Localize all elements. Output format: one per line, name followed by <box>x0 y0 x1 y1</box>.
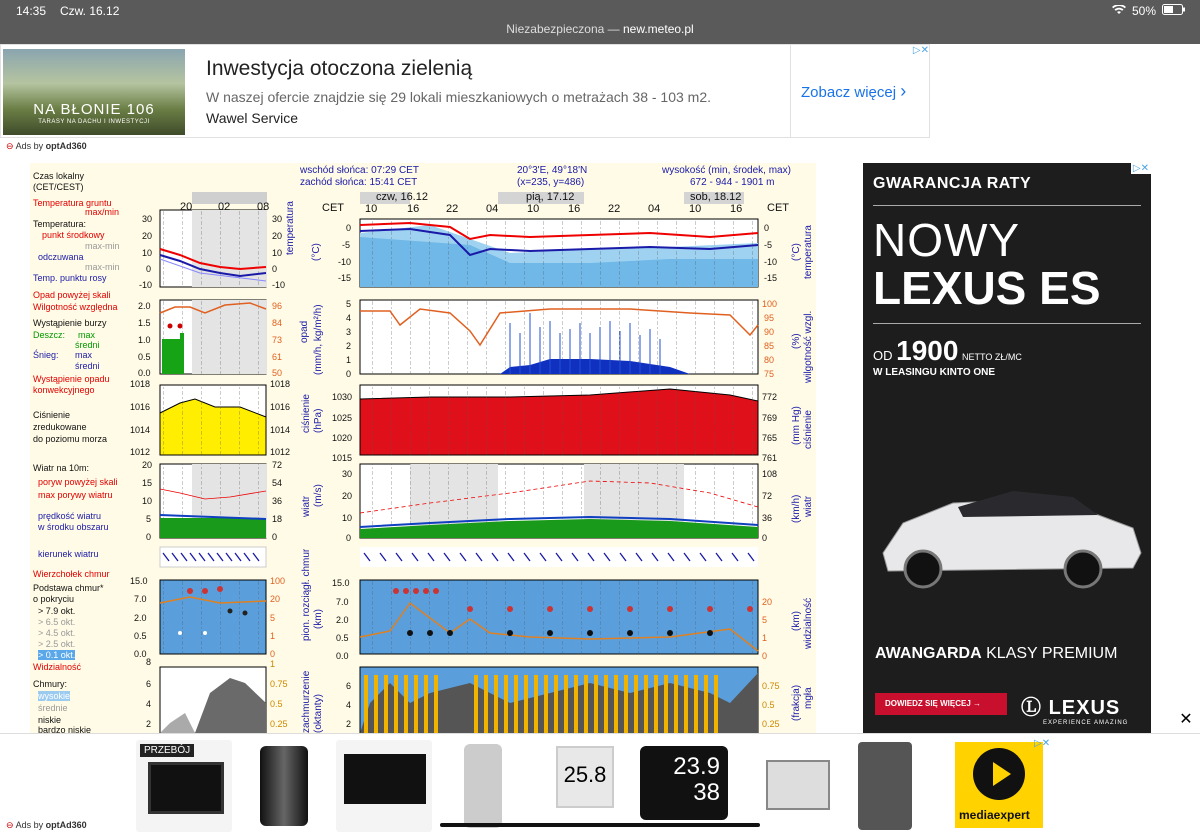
legend-rosa: Temp. punktu rosy <box>33 273 107 283</box>
hour-1: 16 <box>407 203 420 215</box>
right-cld-axis-4: 0 <box>270 649 276 659</box>
lexus-wordmark: LEXUS <box>1048 697 1121 719</box>
legend-cisn3: do poziomu morza <box>33 434 108 444</box>
adchoices-icon[interactable]: ▷✕ <box>1132 163 1149 174</box>
ad-brand: Wawel Service <box>206 110 299 126</box>
legend-poryw: poryw powyżej skali <box>38 477 118 487</box>
m-wind-axis-0: 30 <box>342 469 353 479</box>
m-temp-axis-r1: -5 <box>764 240 773 250</box>
left-okt-axis-1: 6 <box>146 679 152 689</box>
ad-headline: GWARANCJA RATY <box>873 175 1032 192</box>
m-temp-axis-r3: -15 <box>764 273 778 283</box>
m-wind-axis-r2: 36 <box>762 513 773 523</box>
ads-by-text: Ads by <box>15 141 44 151</box>
m-pres-axis-r1: 769 <box>762 413 778 423</box>
m-cld-axis-4: 0.0 <box>336 651 349 661</box>
m-wind-axis-1: 20 <box>342 491 353 501</box>
left-cld-axis-2: 2.0 <box>134 613 147 623</box>
ad-divider2 <box>873 323 1141 324</box>
main-pressure-panel <box>360 385 758 455</box>
hour-8: 10 <box>689 203 702 215</box>
legend-wiatr: Wiatr na 10m: <box>33 463 90 473</box>
hour-0: 10 <box>365 203 378 215</box>
m-pres-axis-r0: 772 <box>762 392 778 402</box>
m-prec-axis-r0: 100 <box>762 299 778 309</box>
m-prec-axis-2: 3 <box>346 327 352 337</box>
chevron-right-icon: › <box>900 81 907 101</box>
legend-opad-skali: Opad powyżej skali <box>33 290 111 300</box>
left-hour-1: 02 <box>218 201 231 213</box>
left-pres-axis-1: 1016 <box>130 402 151 412</box>
address-security: Niezabezpieczona — <box>506 22 623 36</box>
unit-zachm: zachmurzenie <box>301 670 312 733</box>
right-pres-axis-0: 1018 <box>270 379 291 389</box>
left-pres-axis-2: 1014 <box>130 425 151 435</box>
m-wind-axis-r3: 0 <box>762 533 768 543</box>
main-wind-panel <box>360 464 758 538</box>
ad-description: W naszej ofercie znajdzie się 29 lokali mieszkaniowych o metrażach 38 - 103 m2. <box>206 89 712 105</box>
m-cld-axis-3: 0.5 <box>336 633 349 643</box>
wifi-icon <box>1112 4 1126 18</box>
left-temp-axis-20: 20 <box>142 231 153 241</box>
legend-czas2: (CET/CEST) <box>33 182 84 192</box>
m-prec-axis-r1: 95 <box>764 313 775 323</box>
battery-level: 50% <box>1131 4 1156 18</box>
m-okt-axis-r1: 0.5 <box>762 700 775 710</box>
lexus-side-ad[interactable] <box>863 163 1151 733</box>
m-pres-axis-r3: 761 <box>762 453 778 463</box>
left-cloud-panel <box>160 580 266 654</box>
left-pressure-panel <box>160 385 266 455</box>
home-indicator[interactable] <box>440 823 760 827</box>
legend-podstawa: Podstawa chmur* <box>33 583 104 593</box>
ad-cta-label: Zobacz więcej <box>801 84 897 101</box>
legend-snieg-sredni: średni <box>75 361 100 371</box>
right-okt-axis-0: 1 <box>270 659 276 669</box>
m-prec-axis-r4: 80 <box>764 355 775 365</box>
unit-stc-r: (°C) <box>791 243 802 261</box>
unit-ms: (m/s) <box>313 484 324 507</box>
status-right <box>1112 4 1186 18</box>
ad-price <box>873 335 1022 367</box>
legend-okt-2: > 4.5 okt. <box>38 628 76 638</box>
unit-km-r: (km) <box>791 611 802 631</box>
right-temp-axis-m10: -10 <box>272 280 286 290</box>
altitude-label: wysokość (min, środek, max) <box>662 165 791 176</box>
left-okt-axis-2: 4 <box>146 699 152 709</box>
bottom-ad-bar[interactable] <box>0 733 1200 833</box>
legend-srednie: średnie <box>38 703 68 713</box>
product-2[interactable] <box>236 740 332 832</box>
product-6[interactable] <box>636 740 732 832</box>
thermo-humidity: 38 <box>693 779 720 806</box>
unit-hpa: (hPa) <box>313 408 324 433</box>
m-prec-axis-1: 4 <box>346 313 352 323</box>
ad-tagline-rest: KLASY PREMIUM <box>981 645 1118 662</box>
legend-deszcz-max: max <box>78 330 96 340</box>
right-pres-axis-3: 1012 <box>270 447 291 457</box>
m-okt-axis-r0: 0.75 <box>762 681 780 691</box>
thermo-temp: 23.9 <box>673 753 720 780</box>
product-1[interactable] <box>136 740 232 832</box>
legend-wilg: Wilgotność względna <box>33 302 118 312</box>
m-prec-axis-r2: 90 <box>764 327 775 337</box>
legend-okt-1: > 6.5 okt. <box>38 617 76 627</box>
ad-price-value: 1900 <box>896 335 959 366</box>
legend-punkt: punkt środkowy <box>42 230 105 240</box>
status-date: Czw. 16.12 <box>60 4 120 18</box>
unit-stc-l: (°C) <box>311 243 322 261</box>
left-temp-axis-m10: -10 <box>139 280 153 290</box>
hour-7: 04 <box>648 203 661 215</box>
legend-predk2: w środku obszaru <box>38 522 109 532</box>
right-prec-axis-1: 84 <box>272 318 283 328</box>
m-cld-axis-2: 2.0 <box>336 615 349 625</box>
ad-divider <box>873 205 1141 206</box>
right-cld-axis-0: 100 <box>270 576 286 586</box>
right-temp-axis-20: 20 <box>272 231 283 241</box>
ad-title[interactable]: Inwestycja otoczona zielenią <box>206 57 473 80</box>
station-image <box>344 754 426 804</box>
day-1: czw, 16.12 <box>376 191 428 203</box>
ad-line2: LEXUS ES <box>873 262 1101 314</box>
adchoices-icon[interactable]: ▷✕ <box>912 45 929 56</box>
legend-temperatura: Temperatura: <box>33 219 87 229</box>
unit-kmh: (km/h) <box>791 494 802 523</box>
adchoices-icon[interactable]: ▷✕ <box>1034 738 1051 749</box>
m-prec-axis-r3: 85 <box>764 341 775 351</box>
left-wind-axis-0: 20 <box>142 460 153 470</box>
arrow-right-icon: → <box>973 699 982 708</box>
legend-deszcz: Deszcz: <box>33 330 66 340</box>
hour-9: 16 <box>730 203 743 215</box>
legend-chmury: Chmury: <box>33 679 68 689</box>
cet-right: CET <box>767 202 789 214</box>
weather-station-screen <box>148 762 224 814</box>
sunrise: wschód słońca: 07:29 CET <box>300 165 419 176</box>
left-wind-direction <box>160 547 266 567</box>
left-wind-panel <box>160 464 267 538</box>
right-prec-axis-0: 96 <box>272 301 283 311</box>
lexus-emblem-icon: Ⓛ <box>1021 697 1042 719</box>
main-temp-panel <box>360 219 758 287</box>
product-5[interactable] <box>536 740 632 832</box>
legend-max-poryw: max porywy wiatru <box>38 490 113 500</box>
m-cld-axis-0: 15.0 <box>332 578 350 588</box>
m-okt-axis-r2: 0.25 <box>762 719 780 729</box>
right-prec-axis-3: 61 <box>272 352 283 362</box>
cet-left: CET <box>322 202 344 214</box>
m-okt-axis-1: 4 <box>346 700 352 710</box>
m-temp-axis-0: 0 <box>346 223 352 233</box>
right-wind-axis-3: 18 <box>272 514 283 524</box>
right-pres-axis-2: 1014 <box>270 425 291 435</box>
left-pres-axis-0: 1018 <box>130 379 151 389</box>
legend-wierzcholek: Wierzchołek chmur <box>33 569 110 579</box>
left-wind-axis-3: 5 <box>146 514 152 524</box>
unit-cisn-l: ciśnienie <box>301 394 312 433</box>
altitude-value: 672 - 944 - 1901 m <box>690 177 775 188</box>
left-prec-axis-4: 0.0 <box>138 368 151 378</box>
address-bar[interactable] <box>0 22 1200 44</box>
legend-cisn1: Ciśnienie <box>33 410 71 420</box>
m-cld-axis-r3: 0 <box>762 651 768 661</box>
m-cld-axis-r0: 20 <box>762 597 773 607</box>
m-cld-axis-r2: 1 <box>762 633 768 643</box>
ad-image[interactable] <box>3 49 185 135</box>
m-pres-axis-r2: 765 <box>762 433 778 443</box>
ad-image-title: NA BŁONIE 106 <box>33 101 155 118</box>
hour-5: 16 <box>568 203 581 215</box>
m-pres-axis-3: 1015 <box>332 453 353 463</box>
ads-by-label-bottom[interactable] <box>6 820 87 831</box>
m-pres-axis-2: 1020 <box>332 433 353 443</box>
left-temp-axis-10: 10 <box>142 248 153 258</box>
m-temp-axis-2: -10 <box>338 257 352 267</box>
left-hour-0: 20 <box>180 201 193 213</box>
unit-km-l: (km) <box>313 609 324 629</box>
product-4[interactable] <box>436 740 532 832</box>
thermometer-image <box>464 744 502 828</box>
ads-by-text-bottom: Ads by <box>15 820 44 830</box>
main-wind-direction <box>360 547 758 567</box>
legend-burza: Wystąpienie burzy <box>33 318 107 328</box>
unit-mmhg: (mm Hg) <box>791 406 802 445</box>
legend-konw2: konwekcyjnego <box>33 385 95 395</box>
meteogram <box>30 163 816 733</box>
m-prec-axis-5: 0 <box>346 369 352 379</box>
unit-widz-r: widzialność <box>803 597 814 649</box>
hour-4: 10 <box>527 203 540 215</box>
legend-snieg-max: max <box>75 350 93 360</box>
legend-kierunek: kierunek wiatru <box>38 549 99 559</box>
legend-odcz: odczuwana <box>38 252 84 262</box>
product-7[interactable] <box>736 740 832 832</box>
car-image <box>863 433 1151 633</box>
m-wind-axis-3: 0 <box>346 533 352 543</box>
right-cld-axis-1: 20 <box>270 594 281 604</box>
left-hour-2: 08 <box>257 201 270 213</box>
m-okt-axis-0: 6 <box>346 681 352 691</box>
left-cld-axis-3: 0.5 <box>134 631 147 641</box>
day-3: sob, 18.12 <box>690 191 742 203</box>
legend-deszcz-sredni: średni <box>75 340 100 350</box>
m-prec-axis-3: 2 <box>346 341 352 351</box>
top-banner-ad[interactable] <box>0 44 930 138</box>
legend-wysokie: wysokie <box>38 691 71 701</box>
left-okt-axis-3: 2 <box>146 719 152 729</box>
left-wind-axis-1: 15 <box>142 478 153 488</box>
right-wind-axis-0: 72 <box>272 460 283 470</box>
legend-okt-4: > 0.1 okt. <box>38 650 76 660</box>
ad-line1: NOWY <box>873 214 1021 266</box>
lexus-slogan: EXPERIENCE AMAZING <box>1043 720 1129 726</box>
unit-wiatr-r: wiatr <box>803 495 814 517</box>
m-okt-axis-2: 2 <box>346 719 352 729</box>
sensor-image <box>260 746 308 826</box>
lexus-logo <box>1021 691 1128 726</box>
unit-mgla: mgła <box>803 687 814 709</box>
optad-icon: ⊖ <box>6 820 14 830</box>
product-3[interactable] <box>336 740 432 832</box>
hour-2: 22 <box>446 203 459 215</box>
coords: 20°3'E, 49°18'N <box>517 165 588 176</box>
main-cloud-panel <box>360 580 758 654</box>
legend-odcz-mm: max-min <box>85 262 120 272</box>
left-wind-axis-4: 0 <box>146 532 152 542</box>
day-2: pią, 17.12 <box>526 191 575 203</box>
sunset: zachód słońca: 15:41 CET <box>300 177 418 188</box>
unit-frakcja: (frakcja) <box>791 684 802 721</box>
grid-coords: (x=235, y=486) <box>517 177 585 188</box>
left-cloud-cover-panel <box>160 667 266 733</box>
ad-price-prefix: OD <box>873 348 893 363</box>
right-cld-axis-2: 5 <box>270 613 276 623</box>
ios-status-bar <box>0 0 1200 22</box>
unit-pct: (%) <box>791 333 802 349</box>
unit-wiatr-l: wiatr <box>301 495 312 517</box>
legend-temp-gruntu: Temperatura gruntu <box>33 198 112 208</box>
m-temp-axis-r2: -10 <box>764 257 778 267</box>
legend-cisn2: zredukowane <box>33 422 87 432</box>
right-cld-axis-3: 1 <box>270 631 276 641</box>
left-prec-axis-2: 1.0 <box>138 335 151 345</box>
m-pres-axis-0: 1030 <box>332 392 353 402</box>
legend-widzialnosc: Widzialność <box>33 662 82 672</box>
mediaexpert-wordmark: mediaexpert <box>959 808 1030 822</box>
legend-niskie: niskie <box>38 715 62 725</box>
ad-price-unit: NETTO ZŁ/MC <box>962 352 1022 362</box>
left-okt-axis-0: 8 <box>146 657 152 667</box>
left-wind-axis-2: 10 <box>142 496 153 506</box>
legend-temp-gruntu-mm: max/min <box>85 207 120 217</box>
left-prec-axis-3: 0.5 <box>138 352 151 362</box>
m-pres-axis-1: 1025 <box>332 413 353 423</box>
legend-snieg: Śnieg: <box>33 350 59 360</box>
left-cld-axis-1: 7.0 <box>134 594 147 604</box>
unit-temperatura-l: temperatura <box>285 201 296 255</box>
unit-chm: pion. rozciągł. chmur <box>301 548 312 641</box>
unit-temperatura-r: temperatura <box>803 225 814 279</box>
right-temp-axis-30: 30 <box>272 214 283 224</box>
ad-more-button[interactable] <box>875 693 1007 715</box>
m-temp-axis-1: -5 <box>342 240 351 250</box>
legend-bniskie: bardzo niskie <box>38 725 92 733</box>
ad-cta-button[interactable] <box>790 45 930 137</box>
m-temp-axis-3: -15 <box>338 273 352 283</box>
mediaexpert-logo[interactable] <box>955 742 1043 828</box>
left-pres-axis-3: 1012 <box>130 447 151 457</box>
legend-punkt-mm: max-min <box>85 241 120 251</box>
right-pres-axis-1: 1016 <box>270 402 291 412</box>
optad-icon: ⊖ <box>6 141 14 151</box>
ads-by-label[interactable] <box>6 141 87 152</box>
m-prec-axis-r5: 75 <box>764 369 775 379</box>
ad-tagline <box>875 645 1117 663</box>
m-prec-axis-0: 5 <box>346 299 352 309</box>
left-temp-panel <box>160 210 267 287</box>
legend-okt-3: > 2.5 okt. <box>38 639 76 649</box>
ad-leasing: W LEASINGU KINTO ONE <box>873 367 996 378</box>
unit-opad-u: (mm/h, kg/m²/h) <box>313 304 324 375</box>
station2-image <box>766 760 830 810</box>
left-prec-axis-1: 1.5 <box>138 318 151 328</box>
address-host: new.meteo.pl <box>623 22 694 36</box>
unit-okt: (oktanty) <box>313 694 324 733</box>
right-wind-axis-2: 36 <box>272 496 283 506</box>
product-8[interactable] <box>836 740 932 832</box>
legend-konw1: Wystąpienie opadu <box>33 374 110 384</box>
left-temp-axis-30: 30 <box>142 214 153 224</box>
product-badge: PRZEBÓJ <box>140 744 194 757</box>
legend-okt-0: > 7.9 okt. <box>38 606 76 616</box>
hygrometer-display: 25.8 <box>556 746 614 808</box>
legend-czas: Czas lokalny <box>33 171 85 181</box>
right-okt-axis-3: 0.25 <box>270 719 288 729</box>
right-prec-axis-4: 50 <box>272 368 283 378</box>
m-prec-axis-4: 1 <box>346 355 352 365</box>
hour-3: 04 <box>486 203 499 215</box>
left-cld-axis-4: 0.0 <box>134 649 147 659</box>
m-cld-axis-1: 7.0 <box>336 597 349 607</box>
close-icon[interactable]: ✕ <box>1176 710 1196 730</box>
right-prec-axis-2: 73 <box>272 335 283 345</box>
m-cld-axis-r1: 5 <box>762 615 768 625</box>
m-wind-axis-r1: 72 <box>762 491 773 501</box>
main-precip-panel <box>360 300 758 374</box>
ads-by-brand: optAd360 <box>45 141 87 151</box>
unit-opad: opad <box>299 320 310 343</box>
right-okt-axis-2: 0.5 <box>270 699 283 709</box>
ads-by-brand-bottom: optAd360 <box>45 820 87 830</box>
left-temp-axis-0: 0 <box>146 264 152 274</box>
right-okt-axis-1: 0.75 <box>270 679 288 689</box>
m-wind-axis-2: 10 <box>342 513 353 523</box>
left-prec-axis-0: 2.0 <box>138 301 151 311</box>
right-temp-axis-10: 10 <box>272 248 283 258</box>
m-wind-axis-r0: 108 <box>762 469 778 479</box>
ad-tagline-bold: AWANGARDA <box>875 645 982 662</box>
unit-wilg-r: wilgotność wzgl. <box>803 310 814 383</box>
status-time: 14:35 <box>16 4 47 18</box>
play-icon <box>973 748 1025 800</box>
left-precip-panel <box>160 300 267 374</box>
unit-cisn-r: ciśnienie <box>803 410 814 449</box>
right-wind-axis-4: 0 <box>272 532 278 542</box>
m-temp-axis-r0: 0 <box>764 223 770 233</box>
hour-6: 22 <box>608 203 621 215</box>
battery-icon <box>1162 4 1186 18</box>
station3-image <box>858 742 912 830</box>
legend-predk1: prędkość wiatru <box>38 511 102 521</box>
ad-more-label: DOWIEDZ SIĘ WIĘCEJ <box>885 699 971 708</box>
right-temp-axis-0: 0 <box>272 264 278 274</box>
left-cld-axis-0: 15.0 <box>130 576 148 586</box>
ad-image-subtitle: TARASY NA DACHU I INWESTYCJI <box>38 119 150 125</box>
thermo-display <box>640 746 728 820</box>
right-wind-axis-1: 54 <box>272 478 283 488</box>
main-cloud-cover-panel <box>360 667 758 733</box>
legend-pokryciu: o pokryciu <box>33 594 75 604</box>
